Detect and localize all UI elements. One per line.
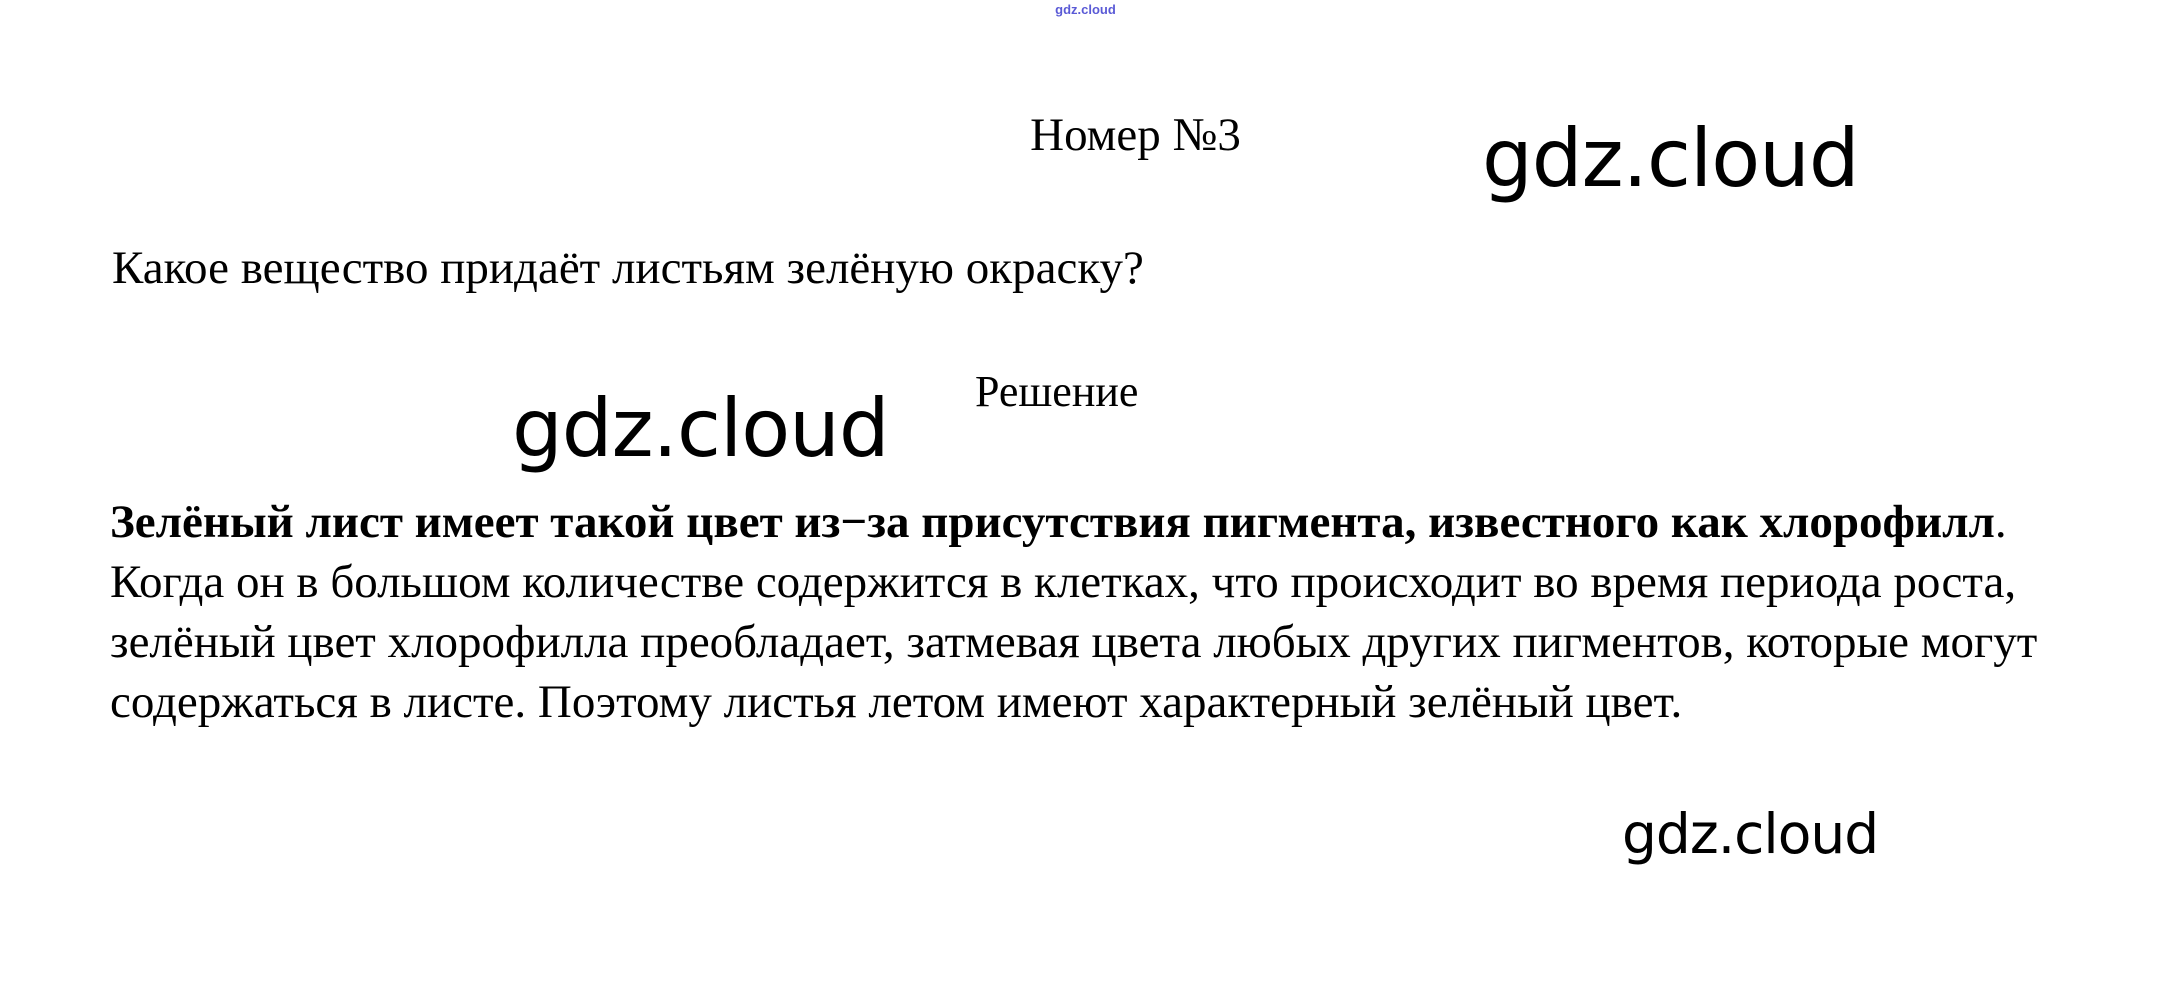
top-watermark: gdz.cloud <box>1055 2 1116 17</box>
answer-bold-part: Зелёный лист имеет такой цвет из−за присутствия пигмента, известного как хлорофилл <box>110 496 1995 548</box>
answer-text <box>110 492 2040 733</box>
answer-rest-part: . Когда он в большом количестве содержится в клетках, что происходит во время периода роста, зелёный цвет хлорофилла преобладает, затмевая цвета любых других пигментов, которые могут содержаться в листе. Поэтому листья летом имеют характерный зелёный цвет. <box>110 496 2038 729</box>
watermark-large-1: gdz.cloud <box>1482 112 1859 205</box>
page-title: Номер №3 <box>1030 109 1241 161</box>
watermark-large-3: gdz.cloud <box>1622 802 1879 866</box>
watermark-large-2: gdz.cloud <box>512 382 889 475</box>
question-text: Какое вещество придаёт листьям зелёную окраску? <box>112 242 1144 294</box>
solution-label: Решение <box>975 367 1139 416</box>
